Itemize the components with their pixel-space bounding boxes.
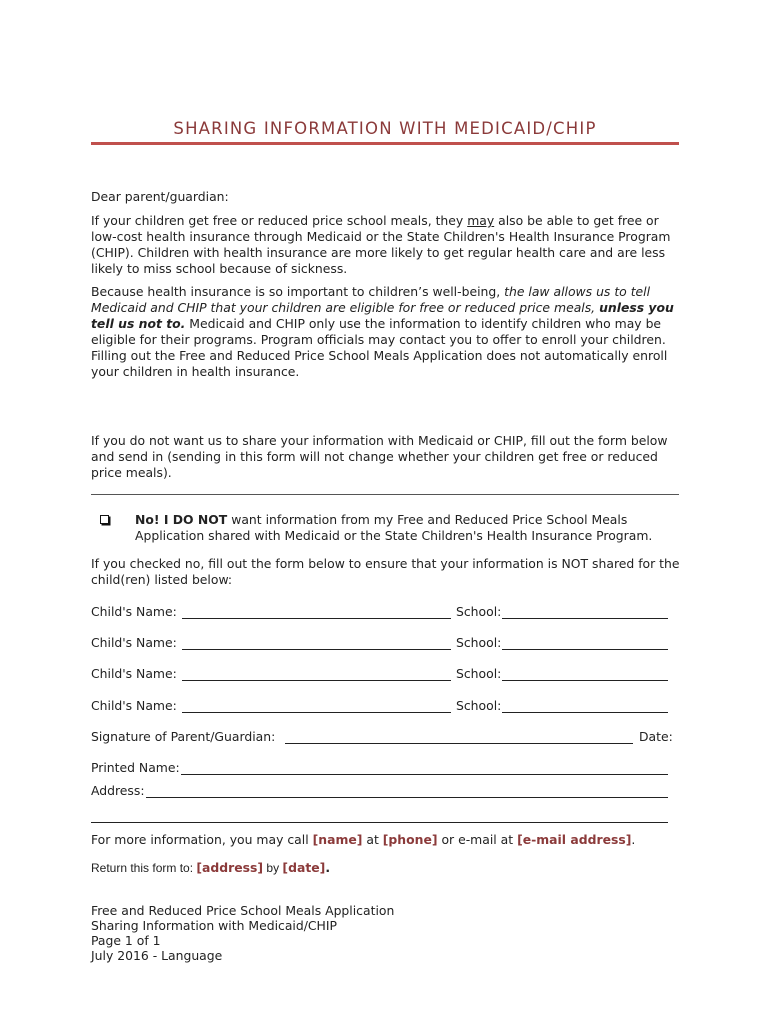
signature-label: Signature of Parent/Guardian: bbox=[91, 729, 276, 744]
child-name-field[interactable] bbox=[182, 712, 451, 713]
contact-name-placeholder: [name] bbox=[312, 832, 363, 847]
child-name-label: Child's Name: bbox=[91, 604, 177, 619]
footer-line: July 2016 - Language bbox=[91, 948, 223, 963]
address-line-2 bbox=[91, 808, 681, 826]
address-field-2[interactable] bbox=[91, 822, 668, 823]
para2-start: Because health insurance is so important to children’s well-being, bbox=[91, 284, 505, 299]
intro-paragraph bbox=[91, 213, 681, 277]
return-suffix: . bbox=[325, 860, 331, 875]
child-name-field[interactable] bbox=[182, 618, 451, 619]
footer-line: Page 1 of 1 bbox=[91, 933, 161, 948]
school-label: School: bbox=[456, 698, 502, 713]
para1-start: If your children get free or reduced price school meals, they bbox=[91, 213, 468, 228]
school-field[interactable] bbox=[502, 680, 668, 681]
school-label: School: bbox=[456, 604, 502, 619]
signature-field[interactable] bbox=[285, 743, 633, 744]
title-divider bbox=[91, 142, 679, 145]
section-divider bbox=[91, 494, 679, 495]
optout-text: want information from my Free and Reduced Price School Meals Application shared with Medicaid or the State Children's Health Insurance Program. bbox=[135, 512, 653, 543]
contact-suffix: . bbox=[631, 832, 636, 847]
return-info bbox=[91, 860, 681, 876]
child-name-field[interactable] bbox=[182, 680, 451, 681]
school-field[interactable] bbox=[502, 649, 668, 650]
para2-italic: the law allows us to tell Medicaid and CHIP that your children are eligible for free or reduced price meals, bbox=[91, 284, 651, 315]
school-field[interactable] bbox=[502, 618, 668, 619]
child-row bbox=[91, 635, 681, 653]
optout-statement bbox=[135, 512, 675, 544]
para1-end: also be able to get free or low-cost health insurance through Medicaid or the State Children's Health Insurance Program (CHIP). Children with health insurance are more likely to get regular health care and are less likely to miss school because of sickness. bbox=[91, 213, 671, 276]
footer-line: Sharing Information with Medicaid/CHIP bbox=[91, 918, 337, 933]
printed-name-row bbox=[91, 760, 681, 778]
optout-paragraph: If you do not want us to share your information with Medicaid or CHIP, fill out the form below and send in (sending in this form will not change whether your children get free or reduced price meals). bbox=[91, 433, 668, 480]
contact-prefix: For more information, you may call bbox=[91, 832, 313, 847]
contact-at: at bbox=[362, 832, 383, 847]
signature-row bbox=[91, 729, 681, 747]
return-by: by bbox=[263, 861, 283, 875]
page-footer bbox=[91, 903, 394, 963]
return-prefix: Return this form to: bbox=[91, 861, 197, 875]
contact-phone-placeholder: [phone] bbox=[382, 832, 438, 847]
school-field[interactable] bbox=[502, 712, 668, 713]
footer-line: Free and Reduced Price School Meals Application bbox=[91, 903, 395, 918]
address-label: Address: bbox=[91, 783, 145, 798]
para2-end: Medicaid and CHIP only use the information to identify children who may be eligible for their programs. Program officials may contact you to offer to enroll your children. Filling out the Free and Reduced Price School Meals Application does not automatically enroll your children in health insurance. bbox=[91, 316, 668, 379]
child-row bbox=[91, 698, 681, 716]
optout-bold: No! I DO NOT bbox=[135, 512, 228, 527]
address-row bbox=[91, 783, 681, 801]
child-name-label: Child's Name: bbox=[91, 635, 177, 650]
may-emphasis: may bbox=[467, 213, 495, 228]
child-row bbox=[91, 604, 681, 622]
greeting: Dear parent/guardian: bbox=[91, 189, 229, 204]
optout-checkbox[interactable] bbox=[100, 515, 109, 524]
form-instructions: If you checked no, fill out the form below to ensure that your information is NOT shared for the child(ren) listed below: bbox=[91, 556, 680, 587]
law-paragraph bbox=[91, 284, 681, 380]
return-address-placeholder: [address] bbox=[196, 860, 264, 875]
child-name-field[interactable] bbox=[182, 649, 451, 650]
page-title: SHARING INFORMATION WITH MEDICAID/CHIP bbox=[173, 119, 597, 138]
printed-name-label: Printed Name: bbox=[91, 760, 180, 775]
address-field[interactable] bbox=[146, 797, 668, 798]
child-name-label: Child's Name: bbox=[91, 698, 177, 713]
contact-info bbox=[91, 832, 681, 848]
child-row bbox=[91, 666, 681, 684]
child-name-label: Child's Name: bbox=[91, 666, 177, 681]
para2-bold-italic: unless you tell us not to. bbox=[91, 300, 674, 331]
date-label: Date: bbox=[639, 729, 673, 744]
contact-email-placeholder: [e-mail address] bbox=[517, 832, 632, 847]
school-label: School: bbox=[456, 635, 502, 650]
return-date-placeholder: [date] bbox=[282, 860, 326, 875]
contact-email-prefix: or e-mail at bbox=[437, 832, 518, 847]
school-label: School: bbox=[456, 666, 502, 681]
printed-name-field[interactable] bbox=[181, 774, 668, 775]
